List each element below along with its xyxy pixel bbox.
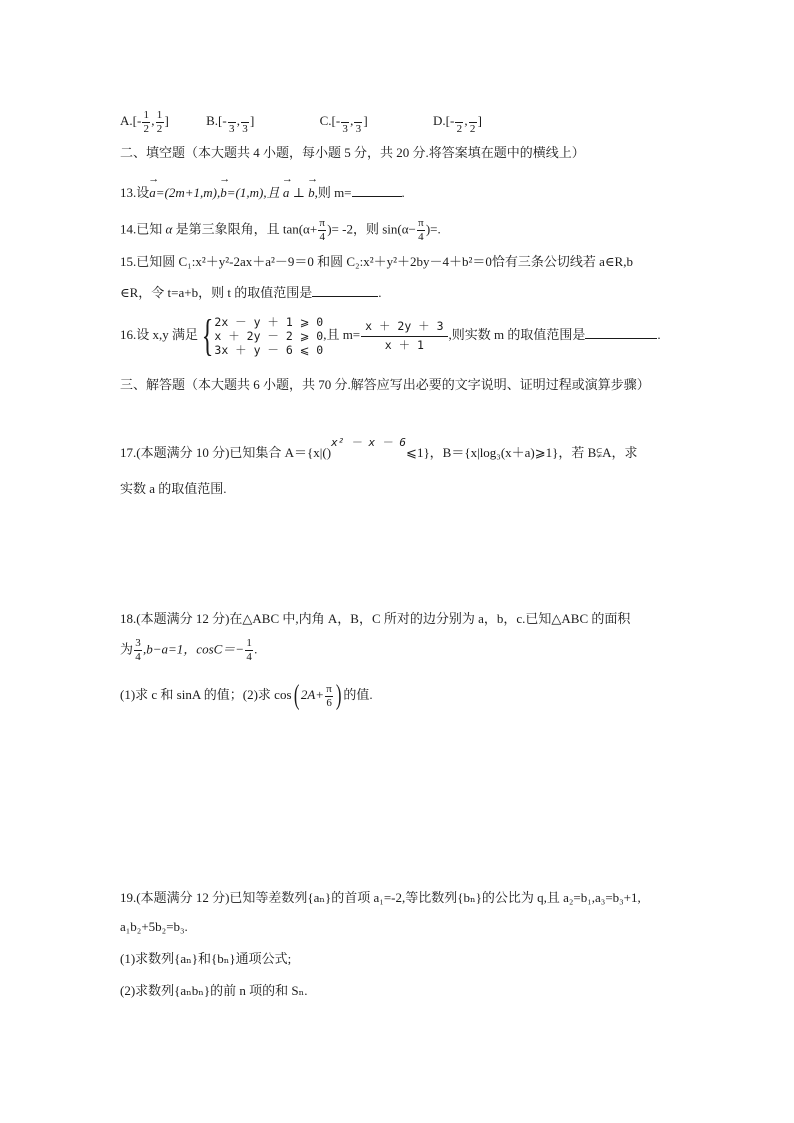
vector-b: → b bbox=[308, 186, 315, 199]
question-19-line1: 19.(本题满分 12 分)已知等差数列{aₙ}的首项 a₁=-2,等比数列{bₙ}的公比为 q,且 a₂=b₁,a₃=b₃+1, bbox=[120, 890, 641, 905]
fraction: $\frac{1}{2}$ bbox=[156, 109, 163, 135]
question-19-line4: (2)求数列{aₙbₙ}的前 n 项的和 Sₙ. bbox=[120, 983, 308, 998]
option-c: C.[- 3 , 3 ] bbox=[320, 113, 371, 128]
fraction: 3 bbox=[354, 111, 362, 135]
inequality-system: { 2x － y ＋ 1 ⩾ 0 x ＋ 2y － 2 ⩾ 0 3x ＋ y － 6 ⩽ 0 bbox=[202, 311, 324, 360]
fraction: $\frac{1}{4}$ bbox=[246, 637, 252, 663]
fraction: $\frac{3}{4}$ bbox=[135, 637, 141, 663]
question-15-line2: ∈R，令 t=a+b，则 t 的取值范围是 . bbox=[120, 285, 382, 300]
fraction: $\frac{\pi}{4}$ bbox=[418, 217, 424, 243]
question-19-line2: a₁b₂+5b₂=b₃. bbox=[120, 919, 188, 934]
question-13: 13.设→ a=(2m+1,m),→ b=(1,m),且 → a ⊥ → b,则 m= . bbox=[120, 184, 405, 199]
fraction: $\frac{1}{2}$ bbox=[143, 109, 150, 135]
fraction: 2 bbox=[455, 111, 463, 135]
question-17-line1: 17.(本题满分 10 分)已知集合 A＝{x|()$^{x^2 - x - 6}$⩽1}，B＝{x|log₃(x＋a)⩾1}，若 B⫋A，求 bbox=[120, 436, 638, 460]
option-d: D.[- 2 , 2 ] bbox=[433, 113, 482, 128]
fraction: $\frac{\pi}{6}$ bbox=[326, 682, 332, 709]
answer-blank[interactable] bbox=[352, 184, 402, 197]
fraction: 3 bbox=[341, 111, 349, 135]
left-brace: { bbox=[202, 311, 214, 360]
question-18-line2: 为 $\frac{3}{4}$ ,b−a=1，cosC＝− $\frac{1}{4}$ . bbox=[120, 637, 258, 663]
exponent: x² － x － 6 bbox=[331, 436, 407, 449]
question-15-line1: 15.已知圆 C₁:x²＋y²-2ax＋a²－9＝0 和圆 C₂:x²＋y²＋2by－4＋b²＝0恰有三条公切线若 a∈R,b bbox=[120, 254, 633, 269]
fraction: $\frac{\pi}{4}$ bbox=[319, 217, 325, 243]
answer-blank[interactable] bbox=[585, 326, 657, 339]
section-heading-fill-in: 二、填空题（本大题共 4 小题，每小题 5 分，共 20 分.将答案填在题中的横线上） bbox=[120, 145, 585, 160]
question-18-line3: (1)求 c 和 sinA 的值；(2)求 cos( 2A+ $\frac{\pi}{6}$ ) 的值. bbox=[120, 680, 373, 711]
fraction: 3 bbox=[241, 111, 249, 135]
fraction: $\frac{x + 2y + 3}{x + 1}$ bbox=[361, 321, 447, 351]
section-heading-solutions: 三、解答题（本大题共 6 小题，共 70 分.解答应写出必要的文字说明、证明过程或演算步骤） bbox=[120, 377, 650, 392]
fraction: 3 bbox=[228, 111, 236, 135]
right-paren: ) bbox=[335, 680, 342, 711]
option-b: B.[- 3 , 3 ] bbox=[206, 113, 257, 128]
option-a: A.[- $\frac{1}{2}$ , $\frac{1}{2}$ ] bbox=[120, 109, 169, 135]
vector-a: → a bbox=[149, 186, 156, 199]
question-14: 14.已知 α 是第三象限角，且 tan(α+ $\frac{\pi}{4}$ )= -2，则 sin(α− $\frac{\pi}{4}$ )=. bbox=[120, 217, 441, 243]
vector-a: → a bbox=[283, 186, 290, 199]
question-19-line3: (1)求数列{aₙ}和{bₙ}通项公式; bbox=[120, 951, 292, 966]
left-paren: ( bbox=[293, 680, 299, 711]
answer-blank[interactable] bbox=[312, 284, 378, 297]
question-18-line1: 18.(本题满分 12 分)在△ABC 中,内角 A，B，C 所对的边分别为 a，b，c.已知△ABC 的面积 bbox=[120, 611, 631, 626]
vector-b: → b bbox=[220, 186, 227, 199]
option-row bbox=[120, 110, 482, 135]
question-16: 16.设 x,y 满足 { 2x － y ＋ 1 ⩾ 0 x ＋ 2y － 2 ⩾ 0 3x ＋ y － 6 ⩽ 0 ,且 m= $\frac{x + 2y + 3}{x + 1}$ ,则实数 m 的取值范围是 . bbox=[120, 311, 661, 360]
fraction: 2 bbox=[469, 111, 477, 135]
question-17-line2: 实数 a 的取值范围. bbox=[120, 481, 227, 496]
